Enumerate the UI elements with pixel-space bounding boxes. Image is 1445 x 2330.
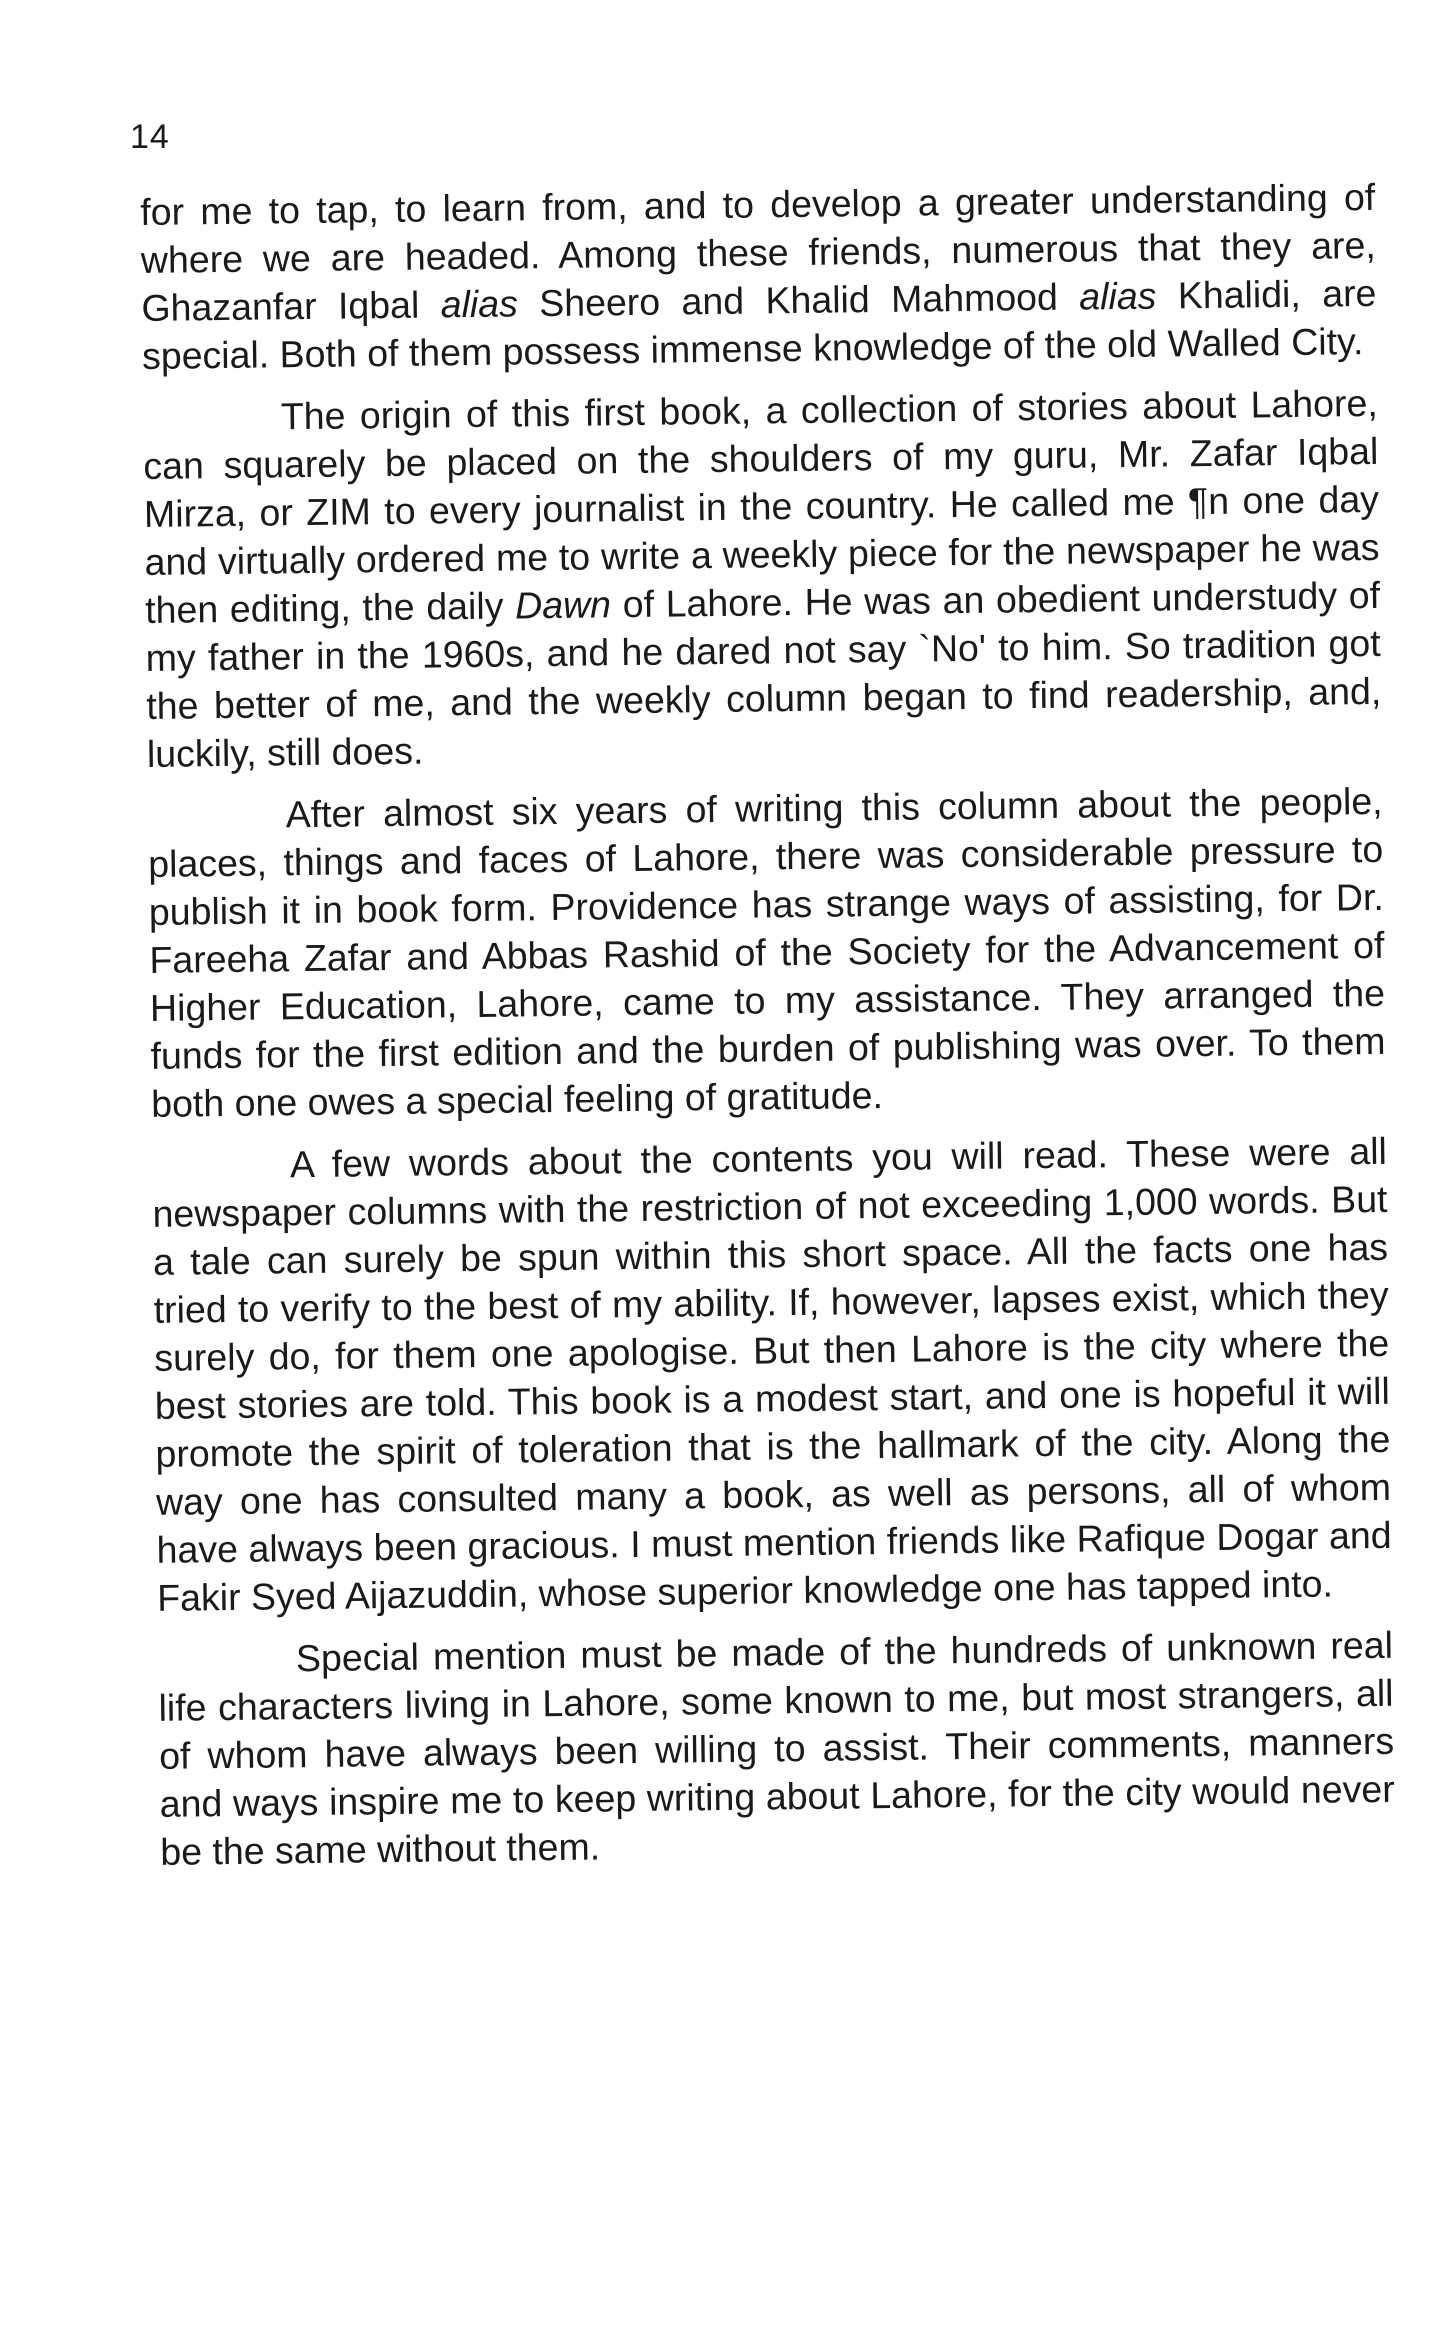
paragraph-publishing [147,777,1386,1128]
text-segment: After almost six years of writing this column about the people, places, things and faces of Lahore, there was considerable pressure to publish it in book form. Providence has strange ways of assisting, for Dr. Fareeha Zafar and Abbas Rashid of the Society for the Advancement of Higher Education, Lahore, came to my assistance. They arranged the funds for the first edition and the burden of publishing was over. To them both one owes a special feeling of gratitude. [148,779,1386,1125]
italic-alias: alias [440,282,519,326]
paragraph-special-mention [158,1621,1396,1876]
text-segment: Special mention must be made of the hundreds of unknown real life characters living in Lahore, some known to me, but most strangers, all of whom have always been willing to assist. Their comments, manners and ways inspire me to keep writing about Lahore, for the city would never be the same without them. [158,1623,1395,1873]
paragraph-contents [152,1127,1393,1622]
text-segment: Khalidi, are special. Both of them possess immense knowledge of the old Walled City. [141,271,1377,377]
text-segment: The origin of this first book, a collection of stories about Lahore, can squarely be placed on the shoulders of my guru, Mr. Zafar Iqbal Mirza, or ZIM to every journalist in the country. He called me ¶n one day and virtually ordered me to write a weekly piece for the newspaper he was then editing, the daily [143,381,1380,631]
paragraph-continuation [140,173,1377,380]
italic-newspaper-title: Dawn [514,583,612,627]
text-segment: Sheero and Khalid Mahmood [517,275,1080,325]
text-segment: for me to tap, to learn from, and to develop a greater understanding of where we are headed. Among these friends, numerous that they are, Ghazanfar Iqbal [140,175,1377,329]
page-number: 14 [130,118,170,156]
body-text [140,173,1396,1890]
text-segment: of Lahore. He was an obedient understudy of my father in the 1960s, and he dared not say `No' to him. So tradition got the better of me, and the weekly column began to find readership, and, luckily, still does. [145,573,1382,775]
paragraph-origin [143,379,1383,778]
italic-alias: alias [1079,274,1157,318]
text-segment: A few words about the contents you will read. These were all newspaper columns with the restriction of not exceeding 1,000 words. But a tale can surely be spun within this short space. All the facts one has tried to verify to the best of my ability. If, however, lapses exist, which they surely do, for them one apologise. But then Lahore is the city where the best stories are told. This book is a modest start, and one is hopeful it will promote the spirit of toleration that is the hallmark of the city. Along the way one has consulted many a book, as well as persons, all of whom have always been gracious. I must mention friends like Rafique Dogar and Fakir Syed Aijazuddin, whose superior knowledge one has tapped into. [152,1129,1392,1619]
